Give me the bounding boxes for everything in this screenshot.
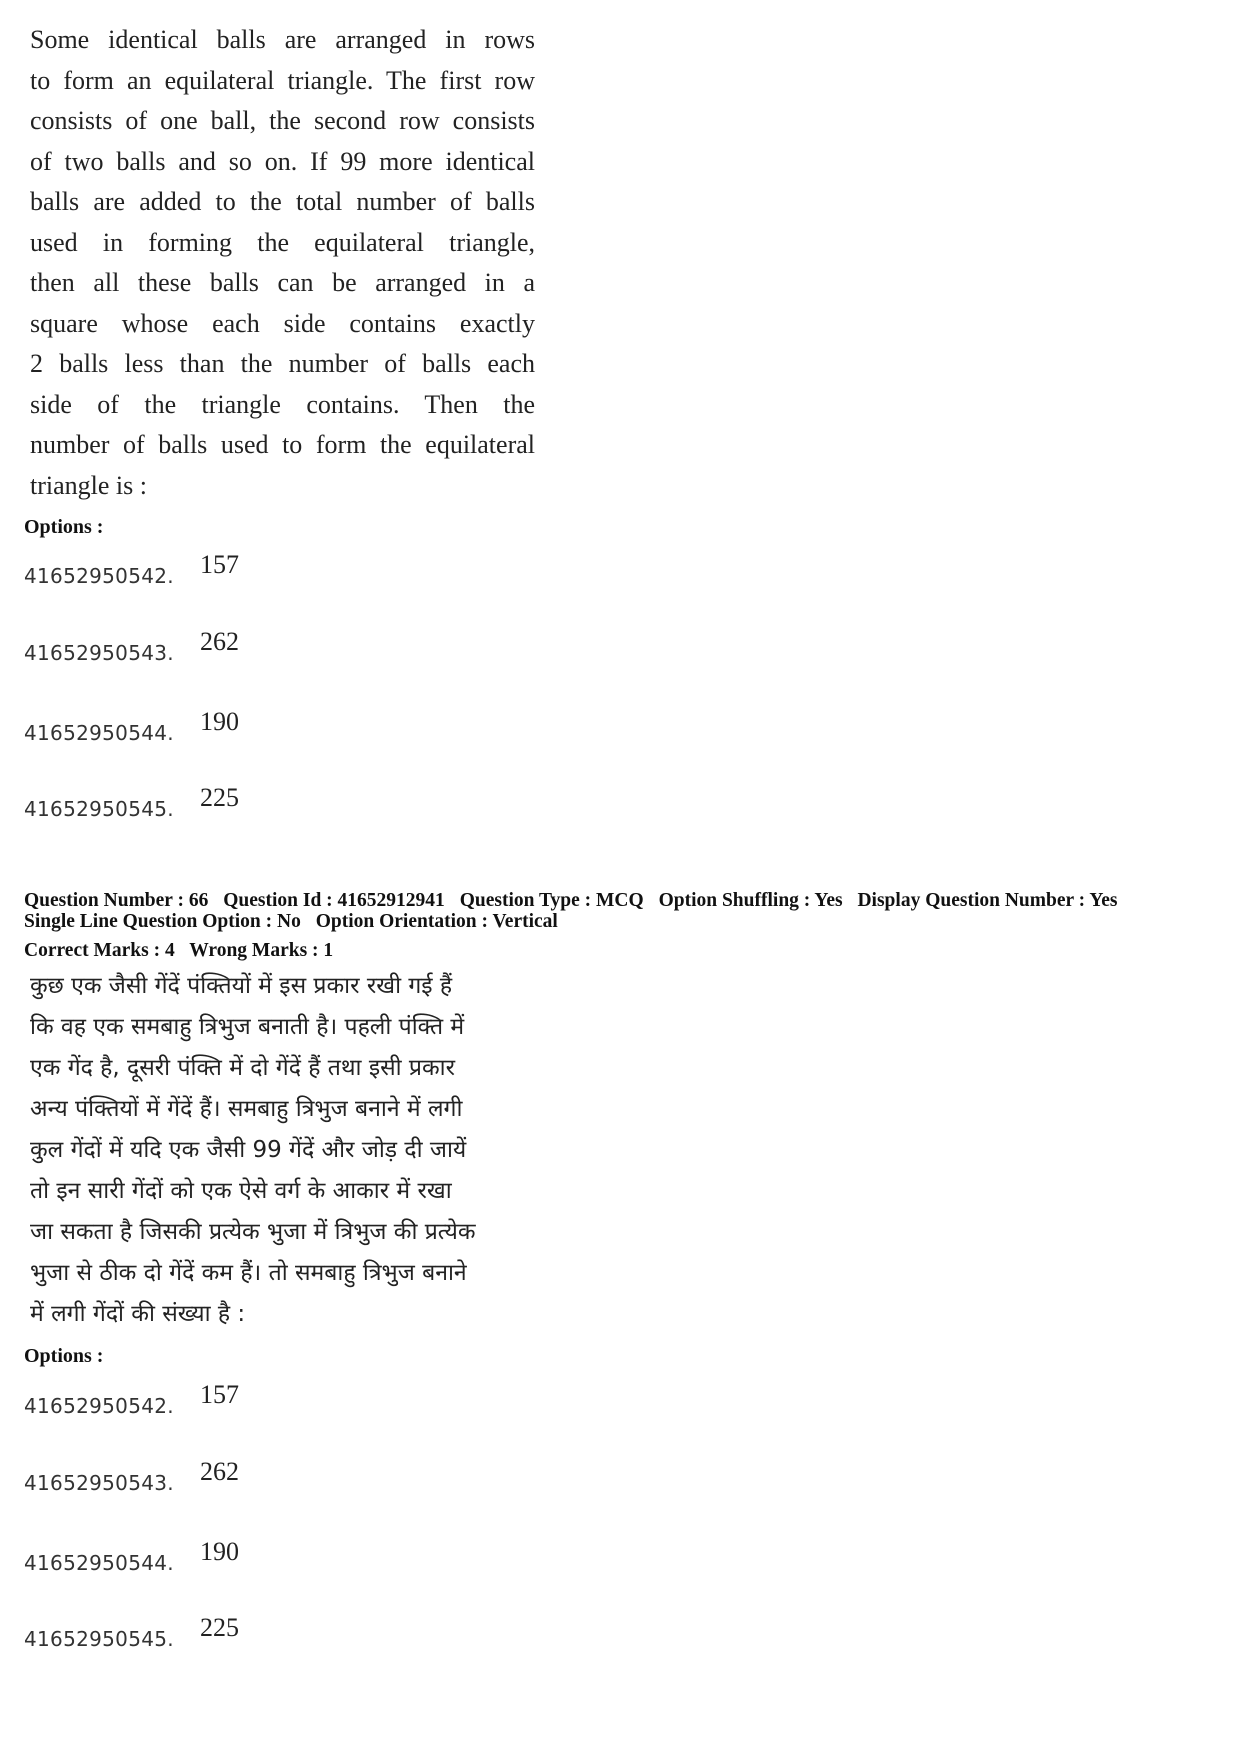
option-id: 41652950543.	[24, 1471, 174, 1495]
option-value: 157	[200, 550, 239, 579]
question-line: of two balls and so on. If 99 more identical	[30, 146, 535, 176]
question-line: अन्य पंक्तियों में गेंदें हैं। समबाहु त्रिभुज बनाने में लगी	[30, 1096, 463, 1122]
question-line: कि वह एक समबाहु त्रिभुज बनाती है। पहली पंक्ति में	[30, 1014, 465, 1040]
wrong-marks: Wrong Marks : 1	[189, 940, 334, 961]
question-line: Some identical balls are arranged in rows	[30, 25, 535, 54]
options-label: Options :	[24, 516, 104, 538]
option-id: 41652950545.	[24, 1627, 174, 1651]
option-value: 262	[200, 627, 239, 656]
question-line: जा सकता है जिसकी प्रत्येक भुजा में त्रिभुज की प्रत्येक	[30, 1219, 476, 1245]
option-shuffling: Option Shuffling : Yes	[658, 890, 843, 911]
option-id: 41652950542.	[24, 564, 174, 588]
question-meta-line-1	[24, 890, 1224, 911]
options-label: Options :	[24, 1345, 104, 1367]
question-line: एक गेंद है, दूसरी पंक्ति में दो गेंदें हैं तथा इसी प्रकार	[30, 1055, 456, 1081]
option-value: 157	[200, 1380, 239, 1409]
question-id: Question Id : 41652912941	[223, 890, 445, 911]
question-line: number of balls used to form the equilateral	[30, 430, 535, 459]
option-value: 190	[200, 707, 239, 736]
question-line: then all these balls can be arranged in a	[30, 268, 535, 297]
question-line: consists of one ball, the second row consists	[30, 106, 535, 135]
question-line: कुछ एक जैसी गेंदें पंक्तियों में इस प्रकार रखी गई हैं	[30, 973, 453, 999]
question-line: कुल गेंदों में यदि एक जैसी 99 गेंदें और जोड़ दी जायें	[30, 1137, 467, 1163]
option-value: 225	[200, 1613, 239, 1642]
question-line: भुजा से ठीक दो गेंदें कम हैं। तो समबाहु त्रिभुज बनाने	[30, 1260, 467, 1286]
question-text-hindi	[30, 966, 535, 1335]
question-line: to form an equilateral triangle. The first row	[30, 65, 535, 95]
question-marks-line	[24, 940, 1224, 961]
question-text-english	[30, 20, 535, 506]
question-type: Question Type : MCQ	[459, 890, 644, 911]
option-orientation: Option Orientation : Vertical	[315, 911, 558, 932]
question-line: used in forming the equilateral triangle,	[30, 227, 535, 257]
question-line: square whose each side contains exactly	[30, 308, 535, 338]
option-value: 262	[200, 1457, 239, 1486]
question-line: triangle is :	[30, 470, 147, 500]
option-value: 190	[200, 1537, 239, 1566]
question-number: Question Number : 66	[24, 890, 209, 911]
option-id: 41652950545.	[24, 797, 174, 821]
option-id: 41652950542.	[24, 1394, 174, 1418]
question-meta-line-2	[24, 911, 1224, 932]
question-line: side of the triangle contains. Then the	[30, 389, 535, 419]
option-id: 41652950544.	[24, 1551, 174, 1575]
question-line: तो इन सारी गेंदों को एक ऐसे वर्ग के आकार में रखा	[30, 1178, 452, 1204]
option-value: 225	[200, 783, 239, 812]
correct-marks: Correct Marks : 4	[24, 940, 175, 961]
option-id: 41652950543.	[24, 641, 174, 665]
option-id: 41652950544.	[24, 721, 174, 745]
single-line-option: Single Line Question Option : No	[24, 911, 301, 932]
display-question-number: Display Question Number : Yes	[857, 890, 1118, 911]
question-line: 2 balls less than the number of balls each	[30, 349, 535, 378]
question-line: balls are added to the total number of balls	[30, 187, 535, 216]
question-line: में लगी गेंदों की संख्या है :	[30, 1301, 246, 1327]
